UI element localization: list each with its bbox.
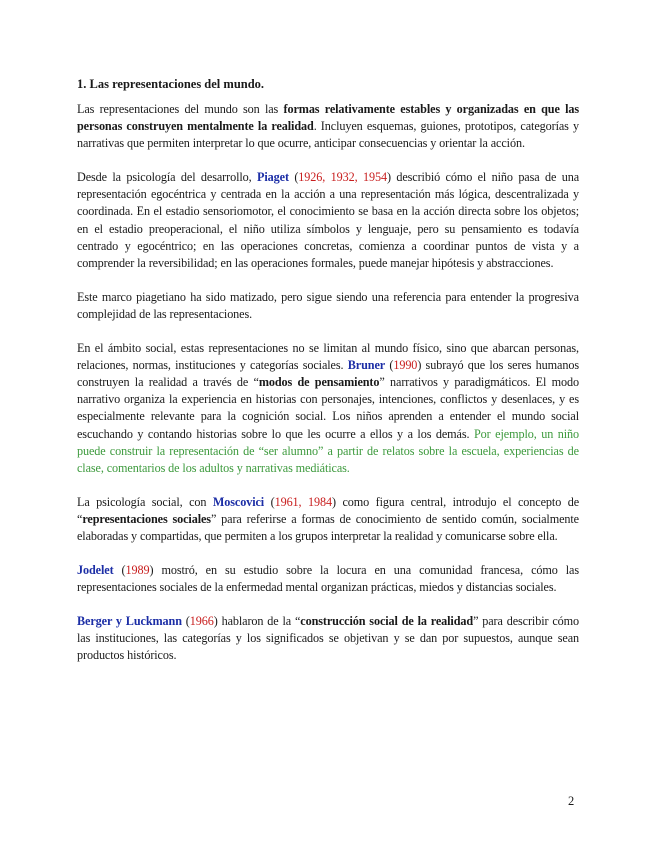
body-text bbox=[77, 101, 579, 665]
text-run: ( bbox=[288, 170, 299, 185]
citation-year: 1966 bbox=[189, 614, 214, 629]
text-run: ( bbox=[385, 358, 394, 373]
page-content bbox=[77, 76, 579, 682]
emphasis-text: modos de pensamiento bbox=[258, 375, 380, 390]
text-run: Este marco piagetiano ha sido matizado, pero sigue siendo una referencia para entender la progresiva complejidad de las representaciones. bbox=[77, 289, 579, 321]
paragraph-2 bbox=[77, 169, 579, 272]
text-run: ) describió cómo el niño pasa de una representación egocéntrica y centrada en la acción a una representación más lógica, descentralizada y coordinada. En el estadio sensoriomotor, el conocimiento se basa en la acción directa sobre los objetos; en el estadio preoperacional, el niño utiliza símbolos y lenguaje, pero su pensamiento es todavía centrado y egocéntrico; en las operaciones concretas, comienza a coordinar puntos de vista y a comprender la reversibilidad; en las operaciones formales, puede manejar hipótesis y abstracciones. bbox=[77, 170, 580, 270]
page-number: 2 bbox=[568, 794, 575, 808]
citation-year: 1961, 1984 bbox=[274, 494, 332, 509]
text-run: ) subrayó que los seres humanos construyen la realidad a través de “ bbox=[77, 358, 579, 390]
text-run: ) hablaron de la “ bbox=[213, 614, 301, 629]
text-run: ( bbox=[181, 614, 190, 629]
text-run: En el ámbito social, estas representaciones no se limitan al mundo físico, sino que abarcan personas, relaciones, normas, instituciones y categorías sociales. bbox=[77, 341, 579, 373]
text-run: La psicología social, con bbox=[77, 494, 213, 509]
emphasis-text: formas relativamente estables y organizadas en que las personas construyen mentalmente la realidad bbox=[77, 102, 580, 134]
text-run: ) mostró, en su estudio sobre la locura en una comunidad francesa, cómo las representaciones sociales de la enfermedad mental organizan prácticas, miedos y distancias sociales. bbox=[77, 563, 579, 595]
citation-year: 1989 bbox=[125, 563, 150, 578]
example-text: Por ejemplo, un niño puede construir la representación de “ser alumno” a partir de relatos sobre la escuela, experiencias de clase, comentarios de los adultos y narrativas mediáticas. bbox=[77, 426, 579, 475]
text-run: ) como figura central, introdujo el concepto de “ bbox=[77, 494, 579, 526]
author-name: Berger y Luckmann bbox=[77, 614, 182, 629]
text-run: ” narrativos y paradigmáticos. El modo narrativo organiza la experiencia en historias con personajes, intenciones, conflictos y desenlaces, y es especialmente relevante para la cognición social. Los niños aprenden a entender el mundo social escuchando y contando historias sobre lo que les ocurre a ellos y a los demás. bbox=[77, 375, 579, 441]
author-name: Bruner bbox=[347, 358, 386, 373]
text-run: ” para describir cómo las instituciones, las categorías y los significados se objetivan y se dan por supuestos, aunque sean productos históricos. bbox=[77, 614, 580, 663]
text-run: ” para referirse a formas de conocimiento de sentido común, socialmente elaboradas y compartidas, que permiten a los grupos interpretar la realidad y comunicarse sobre ella. bbox=[77, 511, 579, 543]
paragraph-4 bbox=[77, 340, 579, 477]
emphasis-text: construcción social de la realidad bbox=[300, 614, 474, 629]
author-name: Jodelet bbox=[77, 563, 114, 578]
text-run: ( bbox=[264, 494, 275, 509]
text-run: Desde la psicología del desarrollo, bbox=[77, 170, 258, 185]
paragraph-7 bbox=[77, 613, 579, 664]
citation-year: 1990 bbox=[393, 358, 418, 373]
text-run: . Incluyen esquemas, guiones, prototipos, categorías y narrativas que permiten interpretar lo que ocurre, anticipar consecuencias y orientar la acción. bbox=[77, 119, 579, 151]
citation-year: 1926, 1932, 1954 bbox=[298, 170, 387, 185]
paragraph-1 bbox=[77, 101, 579, 152]
author-name: Moscovici bbox=[212, 494, 265, 509]
paragraph-5 bbox=[77, 494, 579, 545]
paragraph-3 bbox=[77, 289, 579, 323]
author-name: Piaget bbox=[257, 170, 289, 185]
text-run: Las representaciones del mundo son las bbox=[77, 102, 284, 116]
section-heading: 1. Las representaciones del mundo. bbox=[77, 77, 265, 91]
paragraph-6 bbox=[77, 562, 579, 596]
emphasis-text: representaciones sociales bbox=[82, 511, 211, 526]
text-run: ( bbox=[113, 563, 126, 578]
